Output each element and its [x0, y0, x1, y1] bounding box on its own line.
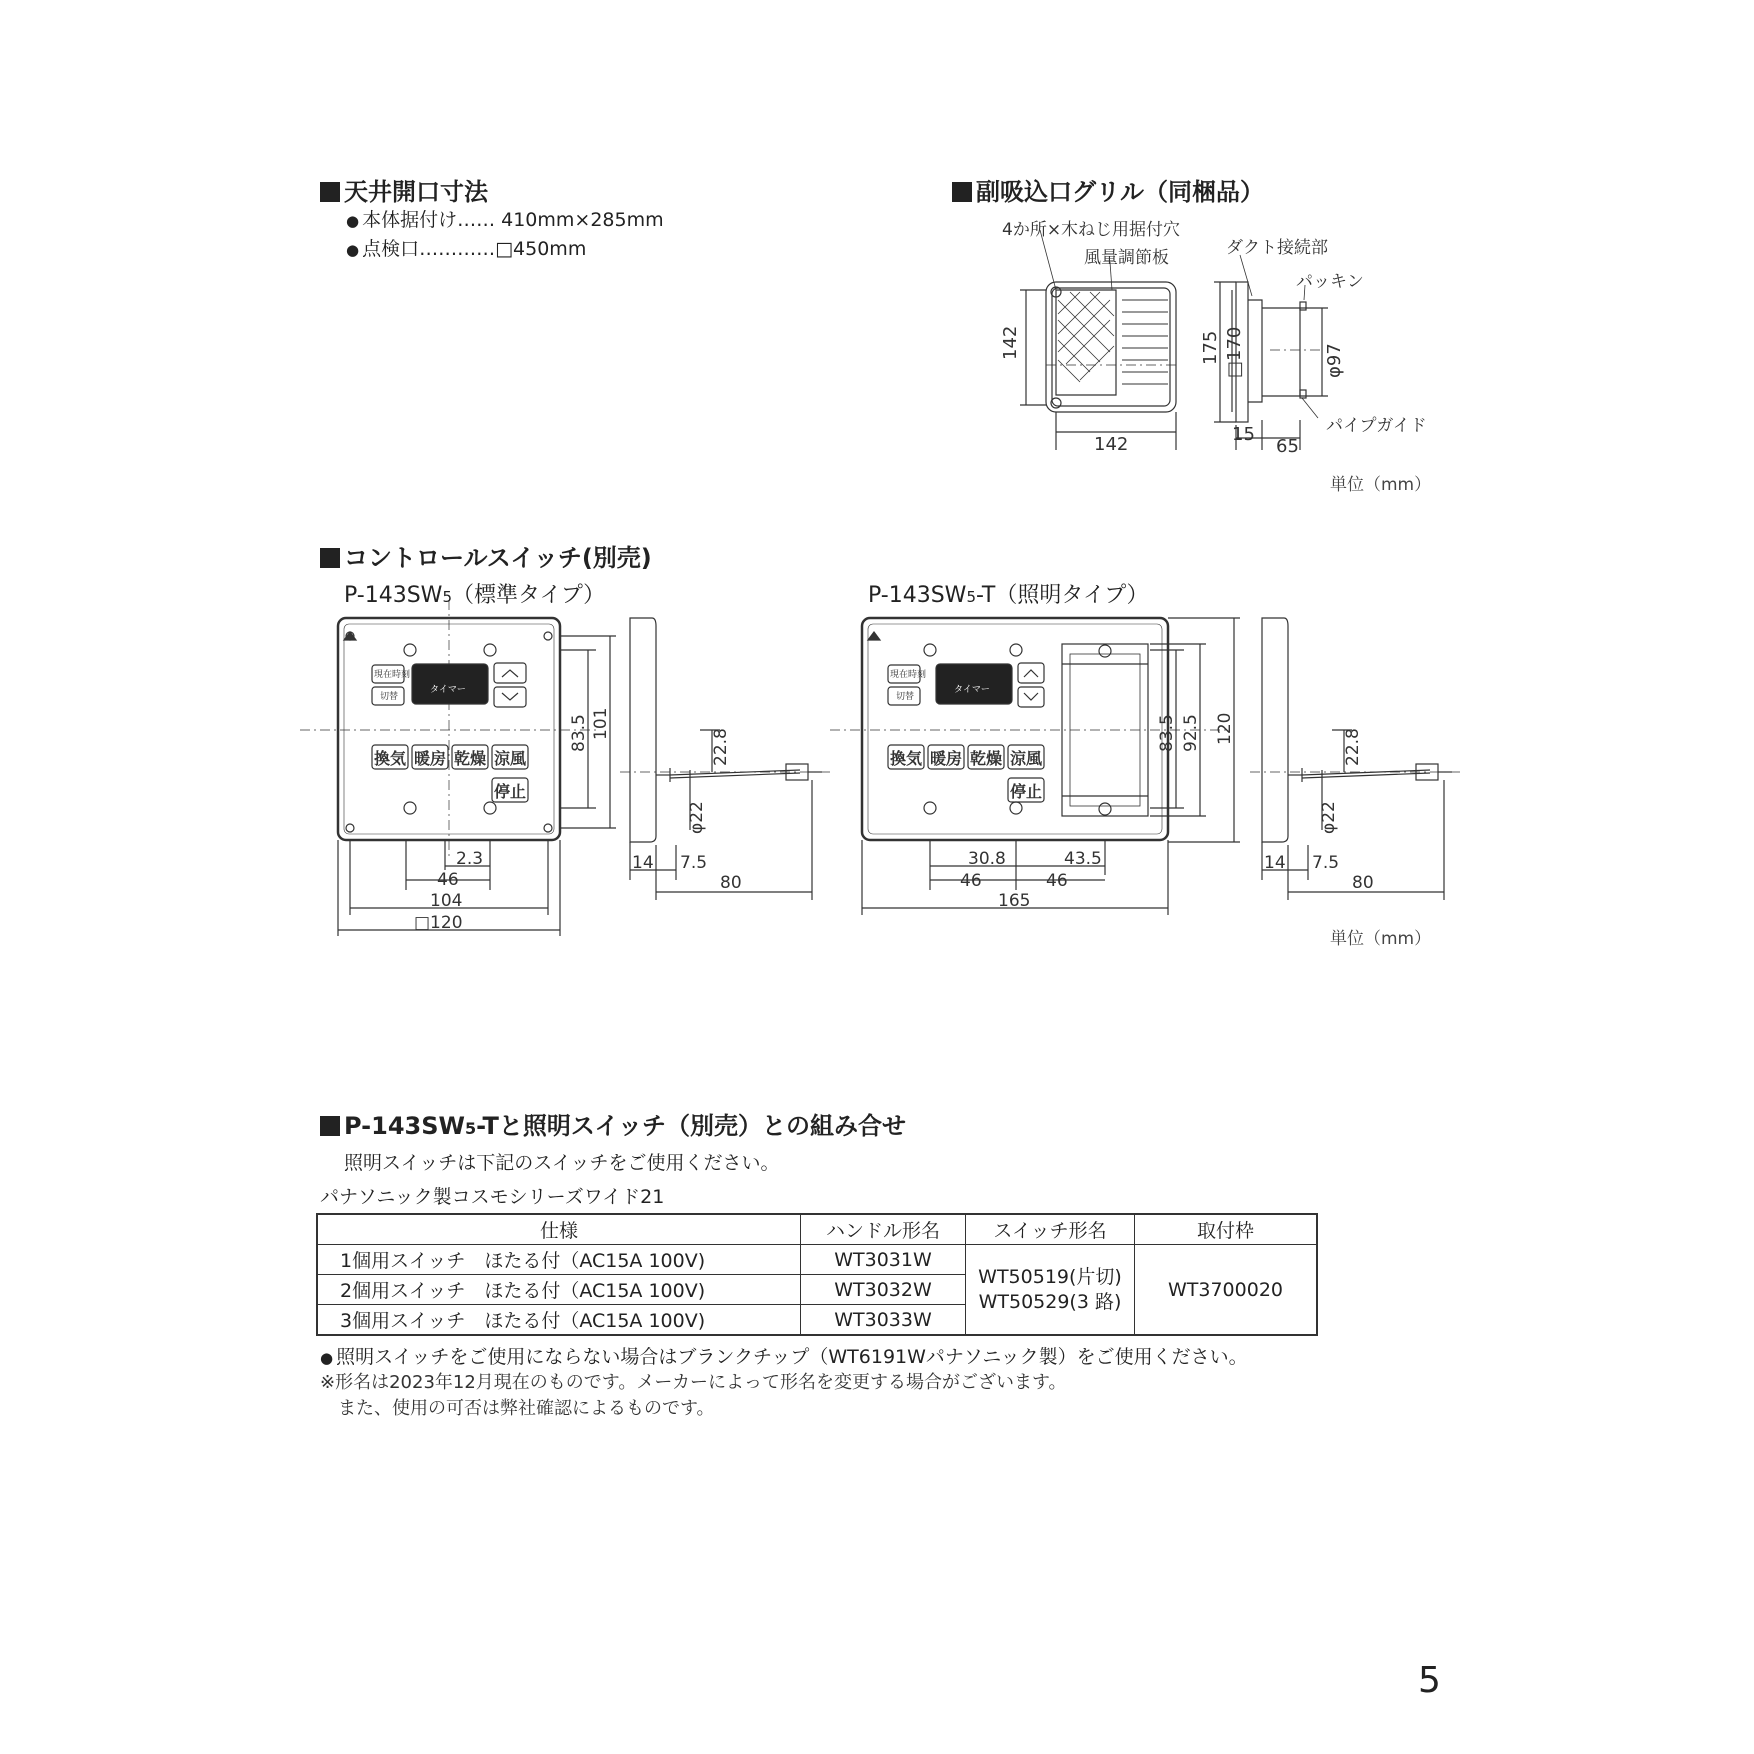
std-dim-120: □120 [414, 913, 463, 933]
std-vent-button: 換気 [374, 749, 407, 768]
grille-dim-15: 15 [1232, 424, 1255, 445]
light-dim-165: 165 [998, 891, 1031, 911]
light-dim-228: 22.8 [1343, 728, 1363, 766]
row-spec: 2個用スイッチ ほたる付（AC15A 100V) [317, 1275, 801, 1305]
square-bullet-icon [320, 548, 340, 568]
row-handle: WT3033W [801, 1305, 966, 1336]
light-heat-button: 暖房 [930, 749, 963, 768]
std-dim-101: 101 [591, 707, 611, 740]
light-dry-button: 乾燥 [970, 749, 1003, 768]
frame-cell: WT3700020 [1135, 1245, 1318, 1336]
light-vent-button: 換気 [890, 749, 923, 768]
label-packing: パッキン [1296, 272, 1364, 292]
note-confirm: また、使用の可否は弊社確認によるものです。 [320, 1398, 715, 1419]
label-duct: ダクト接続部 [1226, 238, 1328, 258]
light-dim-120: 120 [1215, 712, 1235, 745]
col-spec: 仕様 [317, 1214, 801, 1245]
light-stop-button: 停止 [1010, 782, 1043, 801]
label-pipe-guide: パイプガイド [1326, 416, 1427, 436]
light-dim-phi22: φ22 [1319, 801, 1339, 834]
page-number: 5 [1418, 1660, 1441, 1701]
std-dim-23: 2.3 [456, 849, 484, 869]
light-switch-button: 切替 [896, 692, 915, 702]
light-timer-label: タイマー [954, 685, 990, 695]
std-dim-228: 22.8 [711, 728, 731, 766]
light-clock-button: 現在時刻 [890, 670, 927, 680]
std-dim-835: 83.5 [569, 714, 589, 752]
light-dim-80: 80 [1352, 873, 1374, 893]
std-title: P-143SW5（標準タイプ） [344, 583, 606, 608]
spec-table [316, 1213, 1318, 1336]
std-stop-button: 停止 [494, 782, 527, 801]
combo-intro: 照明スイッチは下記のスイッチをご使用ください。 [344, 1152, 780, 1174]
grille-heading: 副吸込口グリル（同梱品） [952, 172, 1264, 207]
row-spec: 3個用スイッチ ほたる付（AC15A 100V) [317, 1305, 801, 1336]
combo-series: パナソニック製コスモシリーズワイド21 [320, 1186, 665, 1208]
std-dim-46: 46 [437, 870, 459, 890]
table-row [317, 1245, 1317, 1275]
light-dim-308: 30.8 [968, 849, 1006, 869]
ceiling-item-body: ● 本体据付け…… 410mm×285mm [346, 205, 664, 232]
grille-dim-h: 142 [1000, 325, 1021, 360]
std-clock-button: 現在時刻 [374, 670, 411, 680]
row-spec: 1個用スイッチ ほたる付（AC15A 100V) [317, 1245, 801, 1275]
grille-dim-w: 142 [1094, 434, 1129, 455]
light-dim-925: 92.5 [1181, 714, 1201, 752]
std-dim-75: 7.5 [680, 853, 708, 873]
grille-dim-65: 65 [1276, 436, 1299, 457]
switch-model-a: WT50519(片切) [978, 1265, 1122, 1288]
std-switch-button: 切替 [380, 692, 399, 702]
light-dim-14: 14 [1264, 853, 1286, 873]
light-dim-435: 43.5 [1064, 849, 1102, 869]
label-holes: 4か所×木ねじ用据付穴 [1002, 220, 1181, 240]
std-heat-button: 暖房 [414, 749, 447, 768]
grille-dim-97: φ97 [1324, 343, 1345, 378]
light-cool-button: 涼風 [1010, 749, 1043, 768]
light-title: P-143SW5-T（照明タイプ） [868, 583, 1149, 608]
light-dim-46a: 46 [960, 871, 982, 891]
note-model: ※形名は2023年12月現在のものです。メーカーによって形名を変更する場合がございます。 [320, 1372, 1067, 1393]
std-cool-button: 涼風 [494, 749, 527, 768]
col-handle: ハンドル形名 [801, 1214, 966, 1245]
ceiling-item-inspection: ● 点検口…………□450mm [346, 234, 586, 261]
std-dim-104: 104 [430, 891, 463, 911]
note-blank-chip: ● 照明スイッチをご使用にならない場合はブランクチップ（WT6191Wパナソニック製）をご使用ください。 [320, 1342, 1248, 1369]
ceiling-heading: 天井開口寸法 [320, 172, 488, 207]
std-dim-phi22: φ22 [687, 801, 707, 834]
std-dry-button: 乾燥 [454, 749, 487, 768]
col-frame: 取付枠 [1135, 1214, 1318, 1245]
switch-standard-drawing [300, 600, 830, 936]
combo-heading: P-143SW5-Tと照明スイッチ（別売）との組み合せ [320, 1106, 906, 1141]
light-dim-46b: 46 [1046, 871, 1068, 891]
label-damper: 風量調節板 [1084, 248, 1169, 268]
grille-dim-175: 175 [1200, 330, 1221, 365]
control-unit: 単位（mm） [1330, 929, 1432, 949]
control-heading: コントロールスイッチ(別売) [320, 538, 652, 573]
square-bullet-icon [320, 1116, 340, 1136]
row-handle: WT3032W [801, 1275, 966, 1305]
std-timer-label: タイマー [430, 685, 466, 695]
grille-front-view [1020, 230, 1176, 450]
light-dim-835: 83.5 [1157, 714, 1177, 752]
table-header-row [317, 1214, 1317, 1245]
std-dim-14: 14 [632, 853, 654, 873]
grille-dim-170: □170 [1224, 326, 1245, 378]
grille-unit: 単位（mm） [1330, 475, 1432, 495]
light-dim-75: 7.5 [1312, 853, 1340, 873]
col-switch: スイッチ形名 [966, 1214, 1135, 1245]
switch-light-drawing [830, 618, 1460, 915]
row-handle: WT3031W [801, 1245, 966, 1275]
switch-model-b: WT50529(3 路) [978, 1290, 1122, 1313]
std-dim-80: 80 [720, 873, 742, 893]
switch-model-cell [966, 1245, 1135, 1336]
